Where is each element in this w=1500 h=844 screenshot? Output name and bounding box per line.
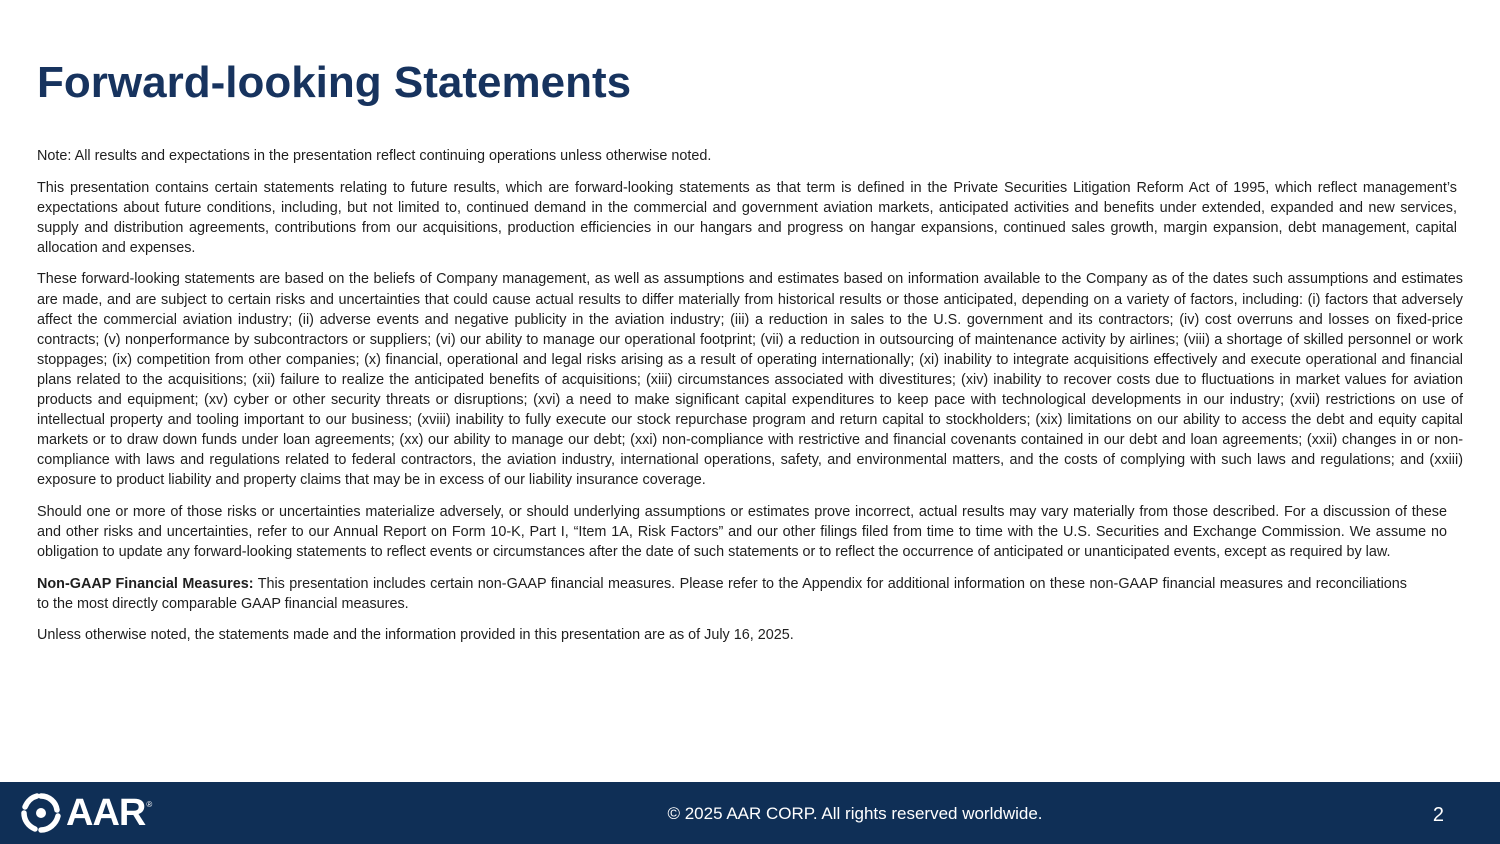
intro-paragraph: This presentation contains certain statements relating to future results, which are forward-looking statements as that term is defined in the Private Securities Litigation Reform Act of 1995, which reflect management’s expectations about future conditions, including, but not limited to, continued demand in the commercial and government aviation markets, anticipated activities and benefits under extended, expanded and new services, supply and distribution agreements, contributions from our acquisitions, production efficiencies in our hangars and progress on hangar expansions, continued sales growth, margin expansion, debt management, capital allocation and expenses. bbox=[37, 179, 1457, 256]
note-paragraph: Note: All results and expectations in the presentation reflect continuing operations unless otherwise noted. bbox=[37, 148, 712, 164]
page-number: 2 bbox=[1432, 804, 1444, 826]
slide-title: Forward-looking Statements bbox=[37, 58, 632, 107]
non-gaap-paragraph bbox=[37, 574, 1407, 614]
uncertainties-paragraph: Should one or more of those risks or uncertainties materialize adversely, or should underlying assumptions or estimates prove incorrect, actual results may vary materially from those described. For a discussion of these and other risks and uncertainties, refer to our Annual Report on Form 10-K, Part I, “Item 1A, Risk Factors” and our other filings filed from time to time with the U.S. Securities and Exchange Commission. We assume no obligation to update any forward-looking statements to reflect events or circumstances after the date of such statements or to reflect the occurrence of anticipated or unanticipated events, except as required by law. bbox=[37, 504, 1447, 561]
non-gaap-text: This presentation includes certain non-GAAP financial measures. Please refer to the Appendix for additional information on these non-GAAP financial measures and reconciliations to the most directly comparable GAAP financial measures. bbox=[37, 575, 1407, 612]
footer-bar bbox=[0, 782, 1500, 844]
risk-factors-paragraph: These forward-looking statements are based on the beliefs of Company management, as well as assumptions and estimates based on information available to the Company as of the dates such assumptions and estimates are made, and are subject to certain risks and uncertainties that could cause actual results to differ materially from historical results or those anticipated, depending on a variety of factors, including: (i) factors that adversely affect the commercial aviation industry; (ii) adverse events and negative publicity in the aviation industry; (iii) a reduction in sales to the U.S. government and its contractors; (iv) cost overruns and losses on fixed-price contracts; (v) nonperformance by subcontractors or suppliers; (vi) our ability to manage our operational footprint; (vii) a reduction in outsourcing of maintenance activity by airlines; (viii) a shortage of skilled personnel or work stoppages; (ix) competition from other companies; (x) financial, operational and legal risks arising as a result of operating internationally; (xi) inability to integrate acquisitions effectively and execute operational and financial plans related to the acquisitions; (xii) failure to realize the anticipated benefits of acquisitions; (xiii) circumstances associated with divestitures; (xiv) inability to recover costs due to fluctuations in market values for aviation products and equipment; (xv) cyber or other security threats or disruptions; (xvi) a need to make significant capital expenditures to keep pace with technological developments in our industry; (xvii) restrictions on use of intellectual property and tooling important to our business; (xviii) inability to fully execute our stock repurchase program and return capital to stockholders; (xix) limitations on our ability to access the debt and equity capital markets or to draw down funds under loan agreements; (xx) our ability to manage our debt; (xxi) non-compliance with restrictive and financial covenants contained in our debt and loan agreements; (xxii) changes in or non-compliance with laws and regulations related to federal contractors, the aviation industry, international operations, safety, and environmental matters, and the costs of complying with such laws and regulations; and (xxiii) exposure to product liability and property claims that may be in excess of our liability insurance coverage. bbox=[37, 271, 1463, 489]
registered-mark: ® bbox=[146, 800, 153, 809]
non-gaap-label: Non-GAAP Financial Measures: bbox=[37, 575, 254, 592]
date-paragraph: Unless otherwise noted, the statements made and the information provided in this presentation are as of July 16, 2025. bbox=[37, 627, 794, 644]
logo-wordmark: AAR bbox=[66, 792, 146, 834]
copyright-text: © 2025 AAR CORP. All rights reserved worldwide. bbox=[667, 804, 1043, 823]
disclaimer-body bbox=[37, 146, 1463, 657]
